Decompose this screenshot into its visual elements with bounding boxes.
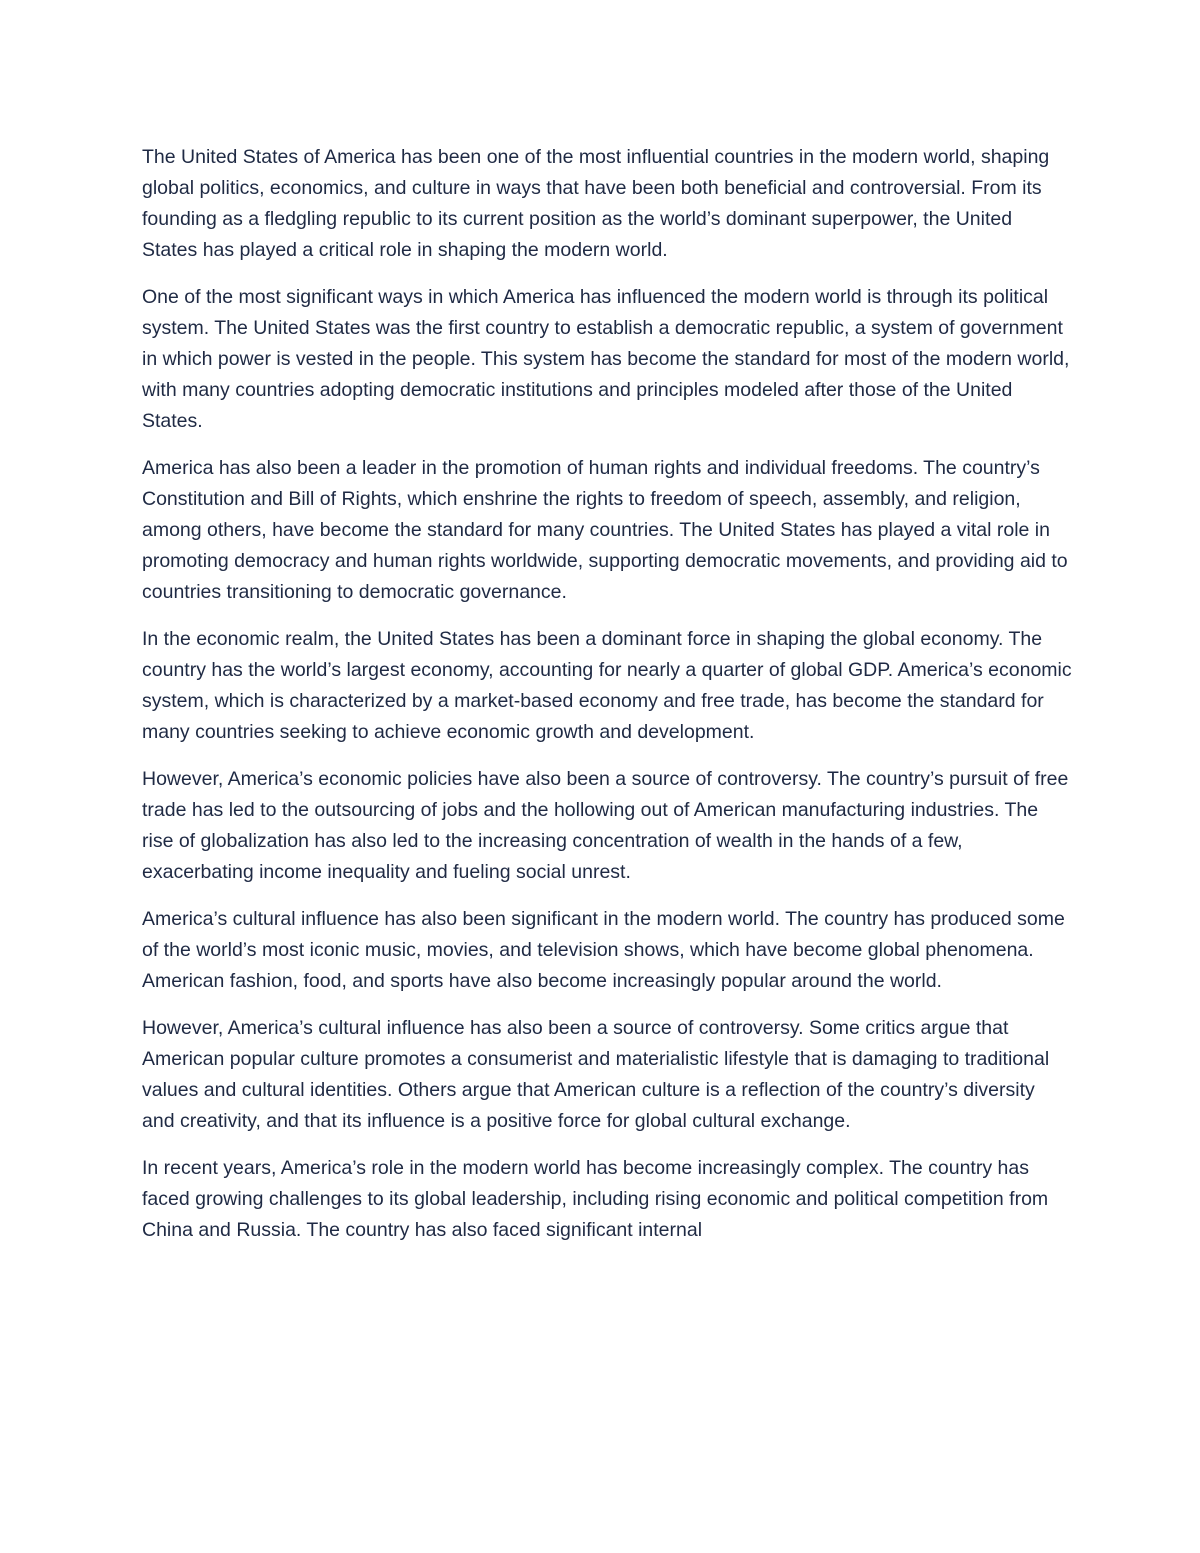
- paragraph-political-system: One of the most significant ways in which America has influenced the modern world is through its political system. The United States was the first country to establish a democratic republic, a system of government in which power is vested in the people. This system has become the standard for most of the modern world, with many countries adopting democratic institutions and principles modeled after those of the United States.: [142, 286, 1070, 432]
- paragraph-intro: The United States of America has been one of the most influential countries in the modern world, shaping global politics, economics, and culture in ways that have been both beneficial and controversial. From its founding as a fledgling republic to its current position as the world’s dominant superpower, the United States has played a critical role in shaping the modern world.: [142, 146, 1050, 261]
- paragraph-cultural-influence: America’s cultural influence has also been significant in the modern world. The country has produced some of the world’s most iconic music, movies, and television shows, which have become global phenomena. American fashion, food, and sports have also become increasingly popular around the world.: [142, 908, 1065, 992]
- paragraph-cultural-controversy: However, America’s cultural influence has also been a source of controversy. Some critics argue that American popular culture promotes a consumerist and materialistic lifestyle that is damaging to traditional values and cultural identities. Others argue that American culture is a reflection of the country’s diversity and creativity, and that its influence is a positive force for global cultural exchange.: [142, 1017, 1050, 1132]
- paragraph-economic-controversy: However, America’s economic policies have also been a source of controversy. The country’s pursuit of free trade has led to the outsourcing of jobs and the hollowing out of American manufacturing industries. The rise of globalization has also led to the increasing concentration of wealth in the hands of a few, exacerbating income inequality and fueling social unrest.: [142, 768, 1069, 883]
- paragraph-economic-realm: In the economic realm, the United States has been a dominant force in shaping the global economy. The country has the world’s largest economy, accounting for nearly a quarter of global GDP. America’s economic system, which is characterized by a market-based economy and free trade, has become the standard for many countries seeking to achieve economic growth and development.: [142, 628, 1072, 743]
- paragraph-human-rights: America has also been a leader in the promotion of human rights and individual freedoms. The country’s Constitution and Bill of Rights, which enshrine the rights to freedom of speech, assembly, and religion, among others, have become the standard for many countries. The United States has played a vital role in promoting democracy and human rights worldwide, supporting democratic movements, and providing aid to countries transitioning to democratic governance.: [142, 457, 1068, 603]
- document-body: [142, 142, 1072, 1262]
- paragraph-recent-years: In recent years, America’s role in the modern world has become increasingly complex. The country has faced growing challenges to its global leadership, including rising economic and political competition from China and Russia. The country has also faced significant internal: [142, 1157, 1049, 1241]
